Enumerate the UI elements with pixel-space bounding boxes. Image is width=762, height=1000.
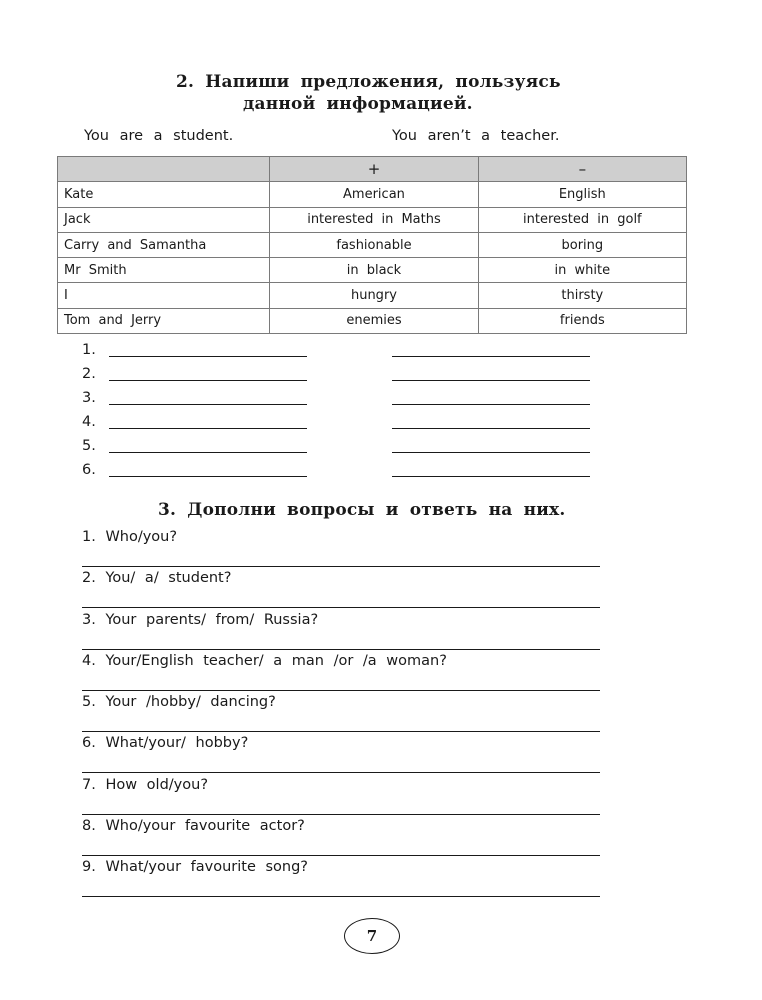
information-table xyxy=(57,156,687,334)
list-item xyxy=(82,818,600,859)
answer-line-positive[interactable] xyxy=(109,476,307,477)
answer-line[interactable] xyxy=(82,896,600,897)
question-text: 4. Your/English teacher/ a man /or /a woman? xyxy=(82,652,447,669)
table-row xyxy=(58,258,687,283)
example-negative-sentence: You aren’t a teacher. xyxy=(392,128,560,144)
table-header-row xyxy=(58,157,687,182)
answer-line-negative[interactable] xyxy=(392,452,590,453)
table-row xyxy=(58,182,687,207)
question-text: 6. What/your/ hobby? xyxy=(82,735,249,752)
question-text: 5. Your /hobby/ dancing? xyxy=(82,694,276,711)
row-plus-cell: fashionable xyxy=(270,232,478,257)
table-row xyxy=(58,308,687,333)
question-text: 1. Who/you? xyxy=(82,529,178,545)
answer-line[interactable] xyxy=(82,566,600,567)
answer-line[interactable] xyxy=(82,772,600,773)
answer-line[interactable] xyxy=(82,607,600,608)
answer-line-negative[interactable] xyxy=(392,356,590,357)
row-name-cell: I xyxy=(58,283,270,308)
row-plus-cell: American xyxy=(270,182,478,207)
answer-number: 4. xyxy=(82,414,96,430)
row-name-cell: Jack xyxy=(58,207,270,232)
answer-line-positive[interactable] xyxy=(109,380,307,381)
list-item xyxy=(82,735,600,776)
answer-line-positive[interactable] xyxy=(109,452,307,453)
answer-line-positive[interactable] xyxy=(109,404,307,405)
page-number: 7 xyxy=(344,918,400,954)
question-text: 7. How old/you? xyxy=(82,776,209,793)
row-minus-cell: boring xyxy=(478,232,686,257)
list-item xyxy=(82,859,600,900)
list-item xyxy=(82,612,600,653)
exercise-3-title: 3. Дополни вопросы и ответь на них. xyxy=(158,500,566,520)
answer-line-negative[interactable] xyxy=(392,476,590,477)
row-plus-cell: interested in Maths xyxy=(270,207,478,232)
answer-number: 5. xyxy=(82,438,96,454)
list-item xyxy=(82,777,600,818)
header-plus-cell: + xyxy=(270,157,478,182)
row-minus-cell: interested in golf xyxy=(478,207,686,232)
answer-line[interactable] xyxy=(82,855,600,856)
row-name-cell: Kate xyxy=(58,182,270,207)
question-text: 3. Your parents/ from/ Russia? xyxy=(82,611,319,628)
answer-line-negative[interactable] xyxy=(392,404,590,405)
table-row xyxy=(58,207,687,232)
answer-number: 3. xyxy=(82,390,96,406)
question-text: 9. What/your favourite song? xyxy=(82,859,308,876)
list-item xyxy=(82,694,600,735)
row-plus-cell: in black xyxy=(270,258,478,283)
header-minus-cell: – xyxy=(478,157,686,182)
example-positive-sentence: You are a student. xyxy=(84,128,234,144)
list-item xyxy=(82,570,600,611)
exercise-2-title-line-1: 2. Напиши предложения, пользуясь xyxy=(176,72,561,92)
table-row xyxy=(58,283,687,308)
answer-line[interactable] xyxy=(82,649,600,650)
answer-line-negative[interactable] xyxy=(392,428,590,429)
answer-line-negative[interactable] xyxy=(392,380,590,381)
row-minus-cell: in white xyxy=(478,258,686,283)
answer-line-positive[interactable] xyxy=(109,356,307,357)
row-minus-cell: English xyxy=(478,182,686,207)
row-name-cell: Mr Smith xyxy=(58,258,270,283)
row-plus-cell: hungry xyxy=(270,283,478,308)
row-name-cell: Tom and Jerry xyxy=(58,308,270,333)
row-name-cell: Carry and Samantha xyxy=(58,232,270,257)
row-minus-cell: friends xyxy=(478,308,686,333)
question-text: 2. You/ a/ student? xyxy=(82,570,232,587)
row-plus-cell: enemies xyxy=(270,308,478,333)
exercise-2-title-line-2: данной информацией. xyxy=(243,94,473,114)
answer-line[interactable] xyxy=(82,814,600,815)
list-item xyxy=(82,653,600,694)
header-name-cell xyxy=(58,157,270,182)
row-minus-cell: thirsty xyxy=(478,283,686,308)
question-text: 8. Who/your favourite actor? xyxy=(82,818,305,835)
answer-number: 6. xyxy=(82,462,96,478)
table-row xyxy=(58,232,687,257)
answer-line[interactable] xyxy=(82,731,600,732)
answer-number: 2. xyxy=(82,366,96,382)
answer-line-positive[interactable] xyxy=(109,428,307,429)
answer-number: 1. xyxy=(82,342,96,358)
list-item xyxy=(82,529,600,570)
answer-line[interactable] xyxy=(82,690,600,691)
question-list xyxy=(82,529,600,901)
